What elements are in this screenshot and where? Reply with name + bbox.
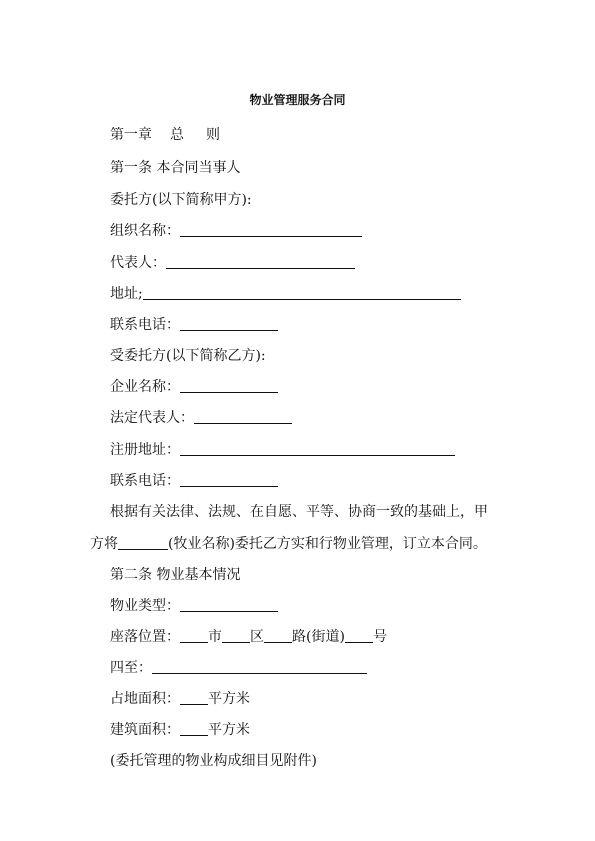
org-name-label: 组织名称： [110,223,180,239]
chapter-word-1: 总 [170,127,184,143]
chapter-word-2: 则 [206,127,220,143]
legal-rep-row [110,409,292,427]
chapter-number: 第一章 [110,127,152,143]
representative-row [110,254,355,272]
city-label: 市 [208,629,222,645]
document-title: 物业管理服务合同 [249,93,346,107]
party-a-heading: 委托方(以下简称甲方): [110,192,252,208]
reg-address-label: 注册地址： [110,442,180,458]
building-area-unit: 平方米 [208,722,250,738]
paragraph-1-line-2 [90,535,487,553]
chapter-heading [110,126,220,144]
phone-b-blank [180,472,278,487]
number-label: 号 [372,629,387,645]
district-label: 区 [250,629,264,645]
legal-rep-blank [194,409,292,424]
property-name-blank [118,535,168,550]
paragraph-1-prefix: 方将 [90,536,118,552]
city-blank [180,628,208,643]
phone-b-row [110,472,278,490]
district-blank [222,628,250,643]
boundaries-blank [152,659,367,674]
org-name-blank [180,222,362,237]
road-blank [264,628,292,643]
land-area-label: 占地面积： [110,691,180,707]
building-area-label: 建筑面积： [110,722,180,738]
land-area-row [110,690,250,708]
number-blank [345,628,373,643]
representative-blank [166,254,355,269]
land-area-blank [180,690,208,705]
address-row [110,285,461,303]
legal-rep-label: 法定代表人： [110,410,194,426]
phone-a-label: 联系电话： [110,317,180,333]
org-name-row [110,222,362,240]
paragraph-1-suffix: (牧业名称)委托乙方实和行物业管理，订立本合同。 [168,536,487,552]
boundaries-row [110,659,367,677]
paragraph-1-line-1: 根据有关法律、法规、在自愿、平等、协商一致的基础上，甲 [110,504,488,520]
party-b-heading: 受委托方(以下简称乙方): [110,348,266,364]
property-type-label: 物业类型： [110,598,180,614]
property-type-row [110,597,278,615]
reg-address-blank [180,441,455,456]
article-1-heading: 第一条 本合同当事人 [110,160,241,176]
road-label: 路(街道) [292,629,345,645]
land-area-unit: 平方米 [208,691,250,707]
location-label: 座落位置： [110,629,180,645]
annex-note: (委托管理的物业构成细目见附件) [110,753,317,769]
company-name-label: 企业名称： [110,379,180,395]
address-blank [143,285,461,300]
representative-label: 代表人： [110,255,166,271]
property-type-blank [180,597,278,612]
phone-a-row [110,316,278,334]
boundaries-label: 四至： [110,660,152,676]
phone-b-label: 联系电话： [110,473,180,489]
phone-a-blank [180,316,278,331]
company-name-blank [180,378,278,393]
reg-address-row [110,441,455,459]
company-name-row [110,378,278,396]
location-row [110,628,387,646]
address-label: 地址; [110,286,143,302]
article-2-heading: 第二条 物业基本情况 [110,567,241,583]
building-area-blank [180,721,208,736]
building-area-row [110,721,250,739]
